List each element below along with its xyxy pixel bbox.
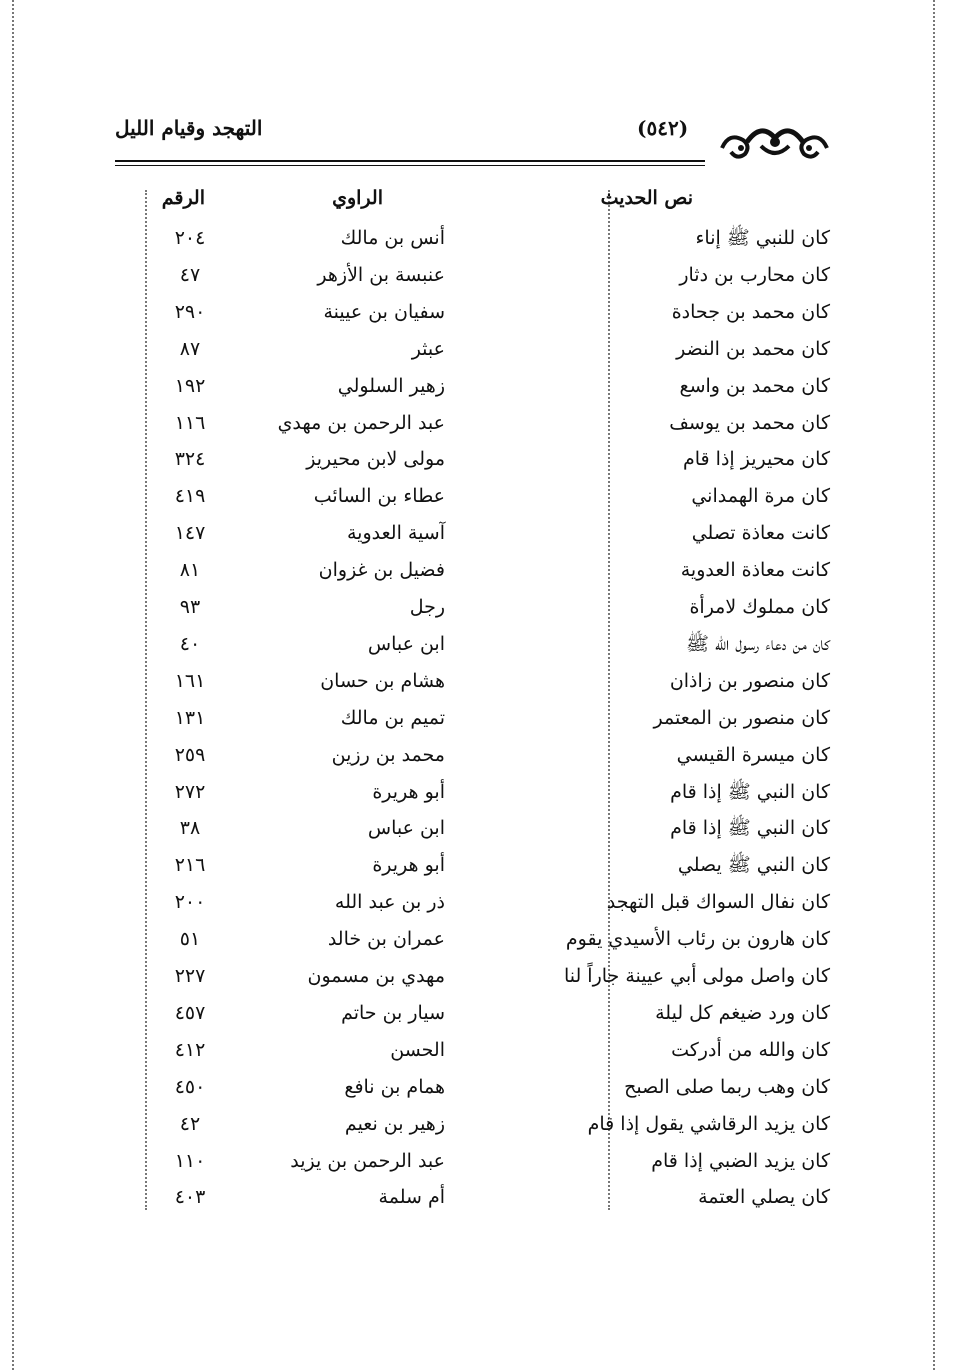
narrator: هشام بن حسان (320, 669, 445, 692)
table-row (0, 1032, 955, 1069)
table-row (0, 589, 955, 626)
table-row (0, 921, 955, 958)
hadith-number: ٩٣ (179, 596, 201, 618)
hadith-text: كان نفال السواك قبل التهجد (606, 891, 830, 914)
table-row (0, 958, 955, 995)
hadith-text: كان مرة الهمداني (691, 485, 830, 508)
table-row (0, 1106, 955, 1143)
narrator: ذر بن عبد الله (334, 891, 445, 914)
hadith-number: ٤٥٠ (174, 1075, 206, 1098)
narrator: محمد بن رزين (331, 743, 445, 766)
narrator: أبو هريرة (372, 780, 445, 803)
header-narrator: الراوي (332, 187, 383, 209)
table-row (0, 663, 955, 700)
table-row (0, 995, 955, 1032)
header-rule-thin (115, 165, 705, 166)
hadith-text: كان للنبي ﷺ إناء (695, 227, 830, 249)
narrator: أبو هريرة (372, 854, 445, 877)
hadith-text: كان يصلي العتمة (698, 1186, 830, 1209)
narrator: عنبسة بن الأزهر (317, 263, 445, 286)
narrator: عبثر (411, 337, 445, 360)
hadith-text: كان النبي ﷺ يصلي (677, 854, 830, 877)
table-row (0, 441, 955, 478)
table-row (0, 220, 955, 257)
narrator: عمران بن خالد (327, 928, 445, 951)
hadith-text: كان وهب ربما صلى الصبح (624, 1075, 830, 1098)
hadith-number: ٢٢٧ (174, 965, 206, 987)
hadith-number: ٢٧٢ (174, 780, 206, 803)
table-row (0, 847, 955, 884)
narrator: أم سلمة (378, 1186, 445, 1209)
narrator: آسية العدوية (346, 522, 445, 545)
hadith-number: ٤٧ (179, 263, 201, 286)
hadith-number: ١٣١ (174, 706, 206, 729)
hadith-number: ٥١ (179, 928, 201, 951)
table-row (0, 478, 955, 515)
header-ornament-icon (717, 112, 832, 164)
hadith-number: ٤٢ (179, 1112, 201, 1135)
hadith-number: ٢٠٤ (174, 227, 206, 249)
hadith-text: كان محمد بن جحادة (671, 300, 830, 323)
narrator: عبد الرحمن بن يزيد (290, 1149, 445, 1172)
hadith-number: ٤٥٧ (174, 1001, 206, 1024)
table-row (0, 331, 955, 368)
hadith-text: كانت معاذة العدوية (680, 559, 830, 582)
hadith-number: ٤١٩ (174, 485, 206, 508)
hadith-text: كان منصور بن زاذان (669, 669, 830, 692)
hadith-number: ٨٧ (179, 337, 201, 360)
hadith-text: كان محمد بن النضر (676, 337, 830, 360)
hadith-number: ٤٠ (179, 632, 201, 655)
narrator: زهير بن نعيم (344, 1112, 445, 1135)
table-row (0, 700, 955, 737)
hadith-text: كان محيريز إذا قام (683, 448, 830, 471)
narrator: سيار بن حاتم (341, 1001, 445, 1024)
narrator: مهدي بن مسمون (307, 965, 445, 987)
hadith-text: كان مملوك لامرأة (689, 596, 830, 618)
hadith-number: ٣٢٤ (174, 448, 206, 471)
hadith-text: كانت معاذة تصلي (691, 522, 830, 545)
narrator: أنس بن مالك (340, 227, 445, 249)
narrator: عطاء بن السائب (313, 485, 445, 508)
table-row (0, 515, 955, 552)
hadith-text: كان ورد ضيغم كل ليلة (655, 1001, 830, 1024)
narrator: همام بن نافع (344, 1075, 445, 1098)
hadith-number: ٢١٦ (174, 854, 206, 877)
narrator: تميم بن مالك (340, 706, 445, 729)
table-row (0, 368, 955, 405)
page-number: (٥٤٢) (637, 116, 689, 140)
hadith-number: ٢٠٠ (174, 891, 206, 914)
table-row (0, 1069, 955, 1106)
table-row (0, 737, 955, 774)
table-row (0, 810, 955, 847)
table-row (0, 884, 955, 921)
hadith-text: كان ميسرة القيسي (676, 743, 830, 766)
narrator: الحسن (390, 1038, 445, 1061)
hadith-number: ١١٠ (174, 1149, 206, 1172)
narrator: مولى لابن محيريز (306, 448, 445, 471)
hadith-text: كان منصور بن المعتمر (653, 706, 830, 729)
table-row (0, 774, 955, 811)
hadith-text: كان والله من أدركت (671, 1038, 830, 1061)
hadith-number: ١١٦ (174, 411, 206, 434)
narrator: زهير السلولي (337, 374, 445, 397)
table-row (0, 626, 955, 663)
table-row (0, 1179, 955, 1216)
table-row (0, 1143, 955, 1180)
table-row (0, 294, 955, 331)
narrator: سفيان بن عيينة (323, 300, 445, 323)
header-number: الرقم (161, 187, 205, 209)
hadith-text: كان النبي ﷺ إذا قام (670, 780, 830, 803)
hadith-number: ٤٠٣ (174, 1186, 206, 1209)
narrator: رجل (409, 596, 445, 618)
hadith-number: ١٤٧ (174, 522, 206, 545)
hadith-number: ٢٩٠ (174, 300, 206, 323)
running-title: التهجد وقيام الليل (115, 116, 263, 140)
table-row (0, 405, 955, 442)
hadith-text: كان يزيد الرقاشي يقول إذا قام (587, 1112, 830, 1135)
header-rule-thick (115, 160, 705, 162)
page-header (115, 112, 830, 164)
narrator: ابن عباس (367, 632, 445, 655)
hadith-text: كان محارب بن دثار (679, 263, 830, 286)
hadith-text: كان محمد بن يوسف (669, 411, 830, 434)
hadith-number: ٢٥٩ (174, 743, 206, 766)
hadith-text: كان يزيد الضبي إذا قام (651, 1149, 830, 1172)
hadith-text: كان واصل مولى أبي عيينة جاراً لنا (563, 965, 830, 987)
narrator: ابن عباس (367, 817, 445, 840)
hadith-number: ٤١٢ (174, 1038, 206, 1061)
hadith-number: ١٦١ (174, 669, 206, 692)
hadith-text: كان محمد بن واسع (679, 374, 830, 397)
hadith-text: كان هارون بن رئاب الأسيدي يقوم (565, 928, 830, 951)
hadith-number: ٨١ (179, 559, 201, 582)
table-row (0, 552, 955, 589)
header-hadith-text: نص الحديث (600, 187, 693, 209)
table-row (0, 257, 955, 294)
hadith-number: ٣٨ (179, 817, 201, 840)
narrator: عبد الرحمن بن مهدي (277, 411, 445, 434)
hadith-text: كان النبي ﷺ إذا قام (670, 817, 830, 840)
narrator: فضيل بن غزوان (318, 559, 445, 582)
hadith-number: ١٩٢ (174, 374, 206, 397)
hadith-text: كان من دعاء رسول الله ﷺ (685, 632, 830, 655)
